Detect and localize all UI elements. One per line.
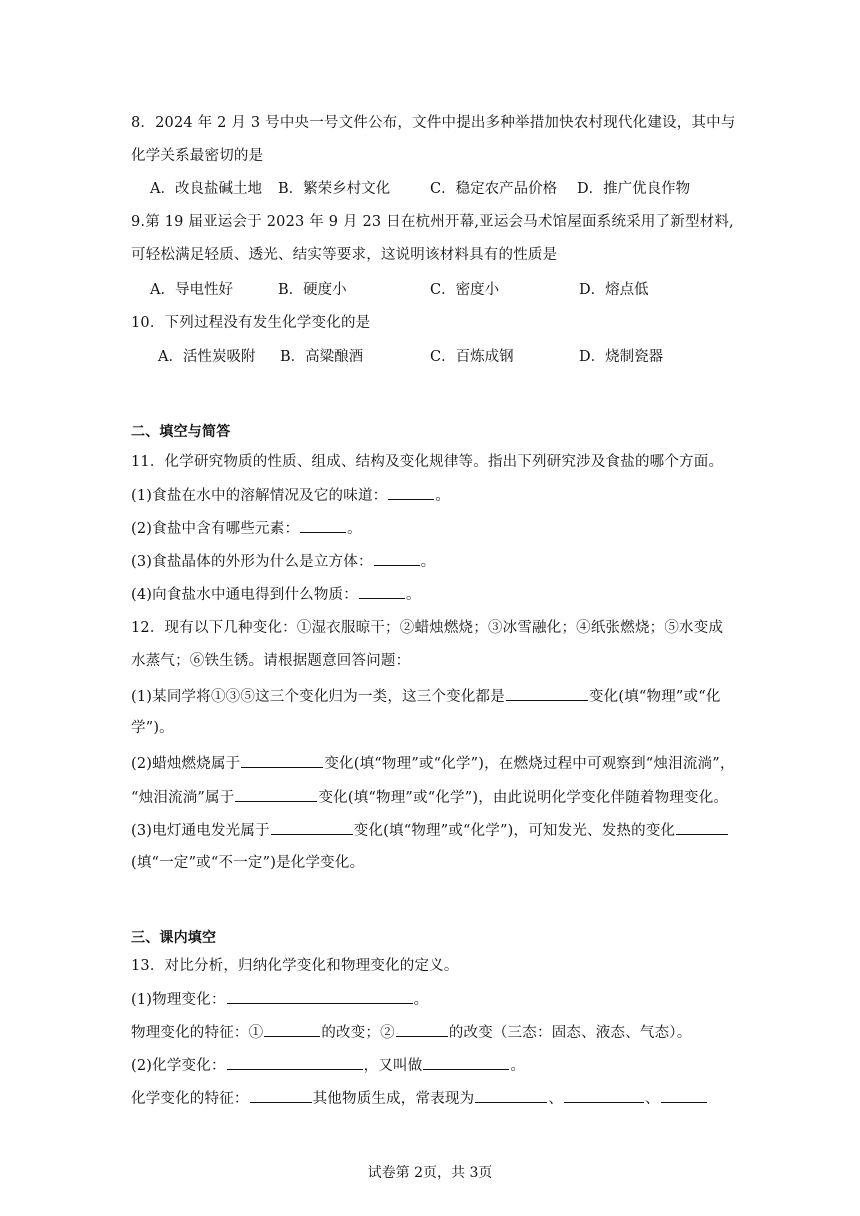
answer-blank[interactable]	[388, 485, 434, 500]
section2-title: 二、填空与简答	[131, 424, 231, 440]
answer-blank[interactable]	[475, 1088, 547, 1103]
q13-line4: 化学变化的特征： 其他物质生成，常表现为 、 、	[131, 1088, 708, 1109]
answer-blank[interactable]	[396, 1022, 448, 1037]
page-footer: 试卷第 2页，共 3页	[367, 1165, 493, 1181]
q8-line1: 8．2024 年 2 月 3 号中央一号文件公布，文件中提出多种举措加快农村现代化建设，其中与	[131, 115, 736, 131]
q12-part1-cont: 学”)。	[131, 720, 174, 736]
answer-blank[interactable]	[241, 753, 323, 768]
q13-stem: 13．对比分析，归纳化学变化和物理变化的定义。	[131, 958, 459, 974]
answer-blank[interactable]	[235, 787, 317, 802]
answer-blank[interactable]	[300, 518, 346, 533]
q13-line3: (2)化学变化： ，又叫做 。	[131, 1055, 525, 1076]
q10-option-d: D．烧制瓷器	[579, 349, 664, 365]
q10-option-a: A．活性炭吸附	[158, 349, 256, 365]
q8-line2: 化学关系最密切的是	[131, 148, 264, 164]
q12-line1: 12．现有以下几种变化：①湿衣服晾干；②蜡烛燃烧；③冰雪融化；④纸张燃烧；⑤水变成	[131, 620, 724, 636]
answer-blank[interactable]	[227, 1055, 363, 1070]
q13-line1: (1)物理变化： 。	[131, 989, 428, 1010]
q9-option-b: B．硬度小	[278, 282, 347, 298]
answer-blank[interactable]	[564, 1088, 644, 1103]
q11-stem: 11．化学研究物质的性质、组成、结构及变化规律等。指出下列研究涉及食盐的哪个方面。	[131, 454, 724, 470]
answer-blank[interactable]	[661, 1088, 707, 1103]
q8-option-b: B．繁荣乡村文化	[278, 181, 391, 197]
answer-blank[interactable]	[264, 1022, 320, 1037]
q13-line2: 物理变化的特征：① 的改变；② 的改变（三态：固态、液态、气态）。	[131, 1022, 691, 1043]
q8-option-c: C．稳定农产品价格	[430, 181, 558, 197]
answer-blank[interactable]	[423, 1055, 509, 1070]
answer-blank[interactable]	[271, 820, 353, 835]
answer-blank[interactable]	[676, 820, 728, 835]
q11-item-4: (4)向食盐水中通电得到什么物质： 。	[131, 584, 421, 605]
answer-blank[interactable]	[227, 989, 413, 1004]
q11-item-3-text: (3)食盐晶体的外形为什么是立方体：	[131, 554, 373, 570]
q11-item-2: (2)食盐中含有哪些元素： 。	[131, 518, 362, 539]
q10-option-b: B．高粱酿酒	[280, 349, 364, 365]
q10-line1: 10．下列过程没有发生化学变化的是	[131, 315, 371, 331]
q11-item-1: (1)食盐在水中的溶解情况及它的味道： 。	[131, 485, 450, 506]
q11-item-4-text: (4)向食盐水中通电得到什么物质：	[131, 587, 358, 603]
q12-part2: (2)蜡烛燃烧属于 变化(填“物理”或“化学”)，在燃烧过程中可观察到“烛泪流淌”，	[131, 753, 735, 774]
q10-option-c: C．百炼成钢	[430, 349, 514, 365]
q12-part2-cont: “烛泪流淌”属于 变化(填“物理”或“化学”)，由此说明化学变化伴随着物理变化。	[131, 787, 728, 808]
answer-blank[interactable]	[359, 584, 405, 599]
answer-blank[interactable]	[250, 1088, 312, 1103]
q11-item-3: (3)食盐晶体的外形为什么是立方体： 。	[131, 551, 435, 572]
q9-option-a: A．导电性好	[150, 282, 233, 298]
q12-part3-cont: (填“一定”或“不一定”)是化学变化。	[131, 855, 365, 871]
q11-item-1-text: (1)食盐在水中的溶解情况及它的味道：	[131, 488, 388, 504]
q9-line1: 9.第 19 届亚运会于 2023 年 9 月 23 日在杭州开幕,亚运会马术馆屋面系统采用了新型材料,	[131, 214, 734, 230]
section3-title: 三、课内填空	[131, 930, 217, 946]
q12-part1: (1)某同学将①③⑤这三个变化归为一类，这三个变化都是 变化(填“物理”或“化	[131, 686, 721, 707]
q11-item-2-text: (2)食盐中含有哪些元素：	[131, 521, 300, 537]
q8-option-a: A．改良盐碱土地	[150, 181, 262, 197]
q9-line2: 可轻松满足轻质、透光、结实等要求，这说明该材料具有的性质是	[131, 247, 558, 263]
q8-option-d: D．推广优良作物	[577, 181, 691, 197]
q9-option-c: C．密度小	[430, 282, 500, 298]
q12-line2: 水蒸气；⑥铁生锈。请根据题意回答问题：	[131, 653, 411, 669]
q9-option-d: D．熔点低	[579, 282, 649, 298]
q12-part3: (3)电灯通电发光属于 变化(填“物理”或“化学”)，可知发光、发热的变化	[131, 820, 729, 841]
answer-blank[interactable]	[506, 686, 588, 701]
answer-blank[interactable]	[374, 551, 420, 566]
